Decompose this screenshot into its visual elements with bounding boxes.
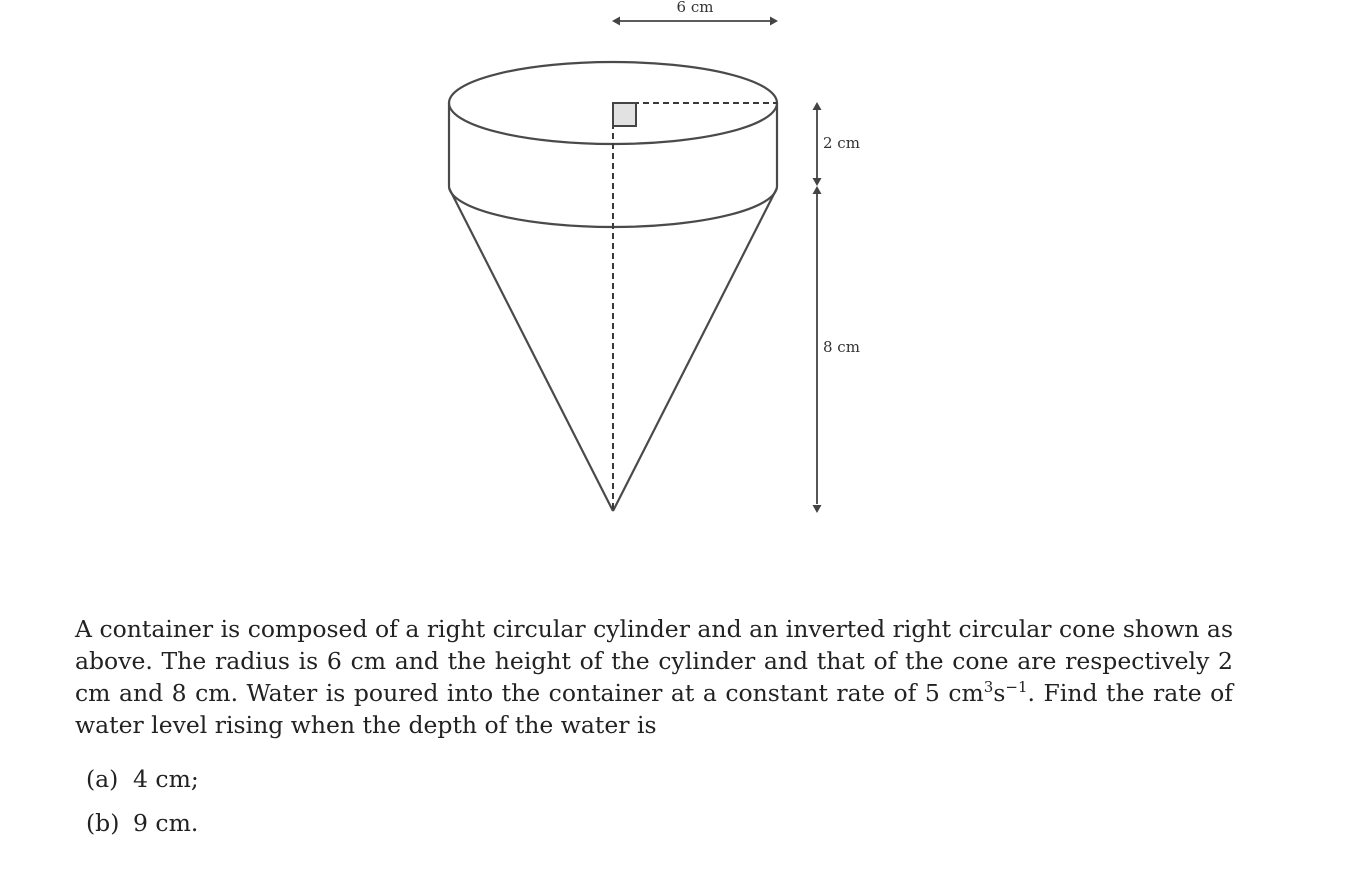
radius-dimension bbox=[612, 0, 778, 26]
exponent-inverse: −1 bbox=[1005, 678, 1028, 696]
radius-label: 6 cm bbox=[676, 0, 714, 16]
height-dimensions bbox=[813, 102, 860, 513]
part-a-text: 4 cm; bbox=[133, 765, 199, 793]
part-b-label: (b) bbox=[86, 809, 120, 837]
right-angle-marker bbox=[613, 103, 636, 126]
part-a bbox=[86, 763, 199, 795]
cone-height-label: 8 cm bbox=[823, 338, 860, 356]
cylinder-height-label: 2 cm bbox=[823, 134, 860, 152]
problem-statement bbox=[75, 613, 1233, 741]
cone-left-side bbox=[449, 188, 613, 511]
problem-text-before: A container is composed of a right circular cylinder and an inverted right circular cone shown as above. The radius is 6 cm and the height of the cylinder and that of the cone are respectively 2 cm and 8 cm. Water is poured into the container at a constant rate of 5 cm bbox=[75, 615, 1233, 707]
part-a-label: (a) bbox=[86, 765, 119, 793]
unit-seconds: s bbox=[993, 679, 1006, 707]
dashed-guides bbox=[613, 103, 777, 511]
part-b-text: 9 cm. bbox=[133, 809, 199, 837]
problem-text-after: . Find the rate of water level rising when the depth of the water is bbox=[75, 679, 1233, 739]
exponent-cubed: 3 bbox=[983, 678, 994, 696]
part-b bbox=[86, 807, 198, 839]
cone-right-side bbox=[613, 188, 777, 511]
